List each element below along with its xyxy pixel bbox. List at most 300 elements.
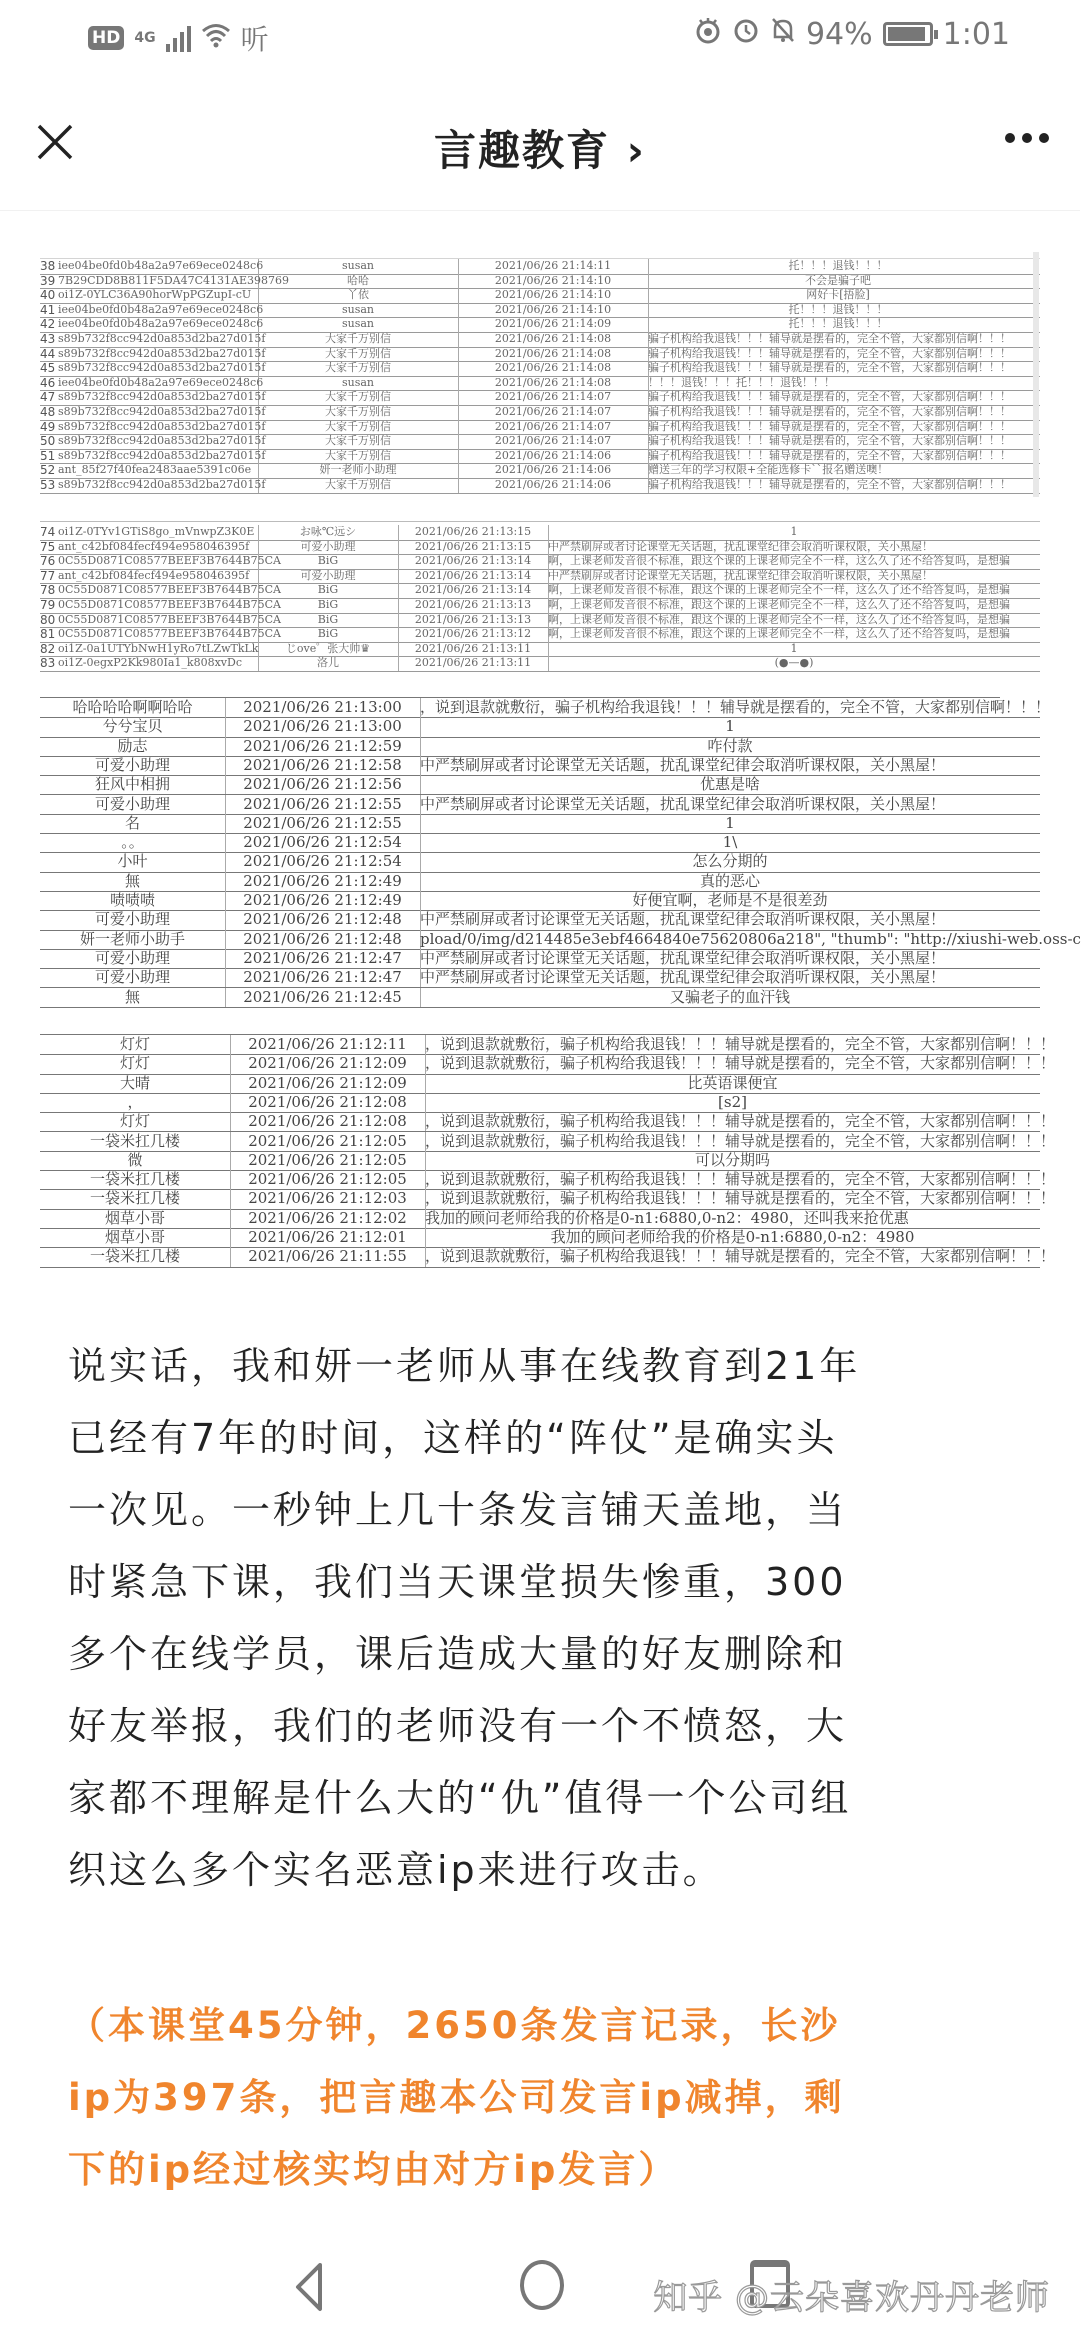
nickname-cell: 妍一老师小助理	[258, 463, 459, 478]
message-cell: 可以分期吗	[694, 1150, 770, 1169]
user-id-cell: oi1Z-0egxP2Kk980Ia1_k808xvDc	[58, 656, 259, 671]
timestamp-cell: 2021/06/26 21:14:11	[458, 259, 649, 274]
message-cell: 中严禁刷屏或者讨论课堂无关话题，扰乱课堂纪律会取消听课权限，关小黑屋！	[420, 755, 946, 774]
table-row	[40, 405, 1040, 421]
nickname-cell: じove゜张大帅♛	[258, 642, 399, 657]
nickname-cell: 可爱小助理	[40, 756, 226, 775]
timestamp-cell: 2021/06/26 21:12:09	[230, 1054, 426, 1073]
message-cell: ，说到退款就敷衍，骗子机构给我退钱！！！辅导就是摆看的，完全不管，大家都别信啊！！！	[425, 1247, 1056, 1266]
nickname-cell: susan	[258, 376, 459, 391]
nickname-cell: BiG	[258, 598, 399, 613]
table-row	[40, 891, 1040, 911]
timestamp-cell: 2021/06/26 21:13:15	[398, 525, 549, 540]
nickname-cell: BiG	[258, 613, 399, 628]
article-line: 多个在线学员，课后造成大量的好友删除和	[68, 1632, 848, 1676]
nickname-cell: 大家千万别信	[258, 434, 459, 449]
message-cell: 啊，上课老师发音很不标准，跟这个课的上课老师完全不一样，这么久了还不给答复吗，是想骗	[548, 554, 1010, 568]
timestamp-cell: 2021/06/26 21:14:10	[458, 274, 649, 289]
table-row	[40, 583, 1040, 599]
table-row	[40, 525, 1040, 541]
timestamp-cell: 2021/06/26 21:12:45	[225, 988, 421, 1007]
article-line: 已经有7年的时间，这样的“阵仗”是确实头	[68, 1416, 838, 1460]
system-nav-bar	[0, 2250, 1080, 2340]
timestamp-cell: 2021/06/26 21:12:47	[225, 949, 421, 968]
row-number: 38	[40, 259, 56, 273]
message-cell: 中严禁刷屏或者讨论课堂无关话题，扰乱课堂纪律会取消听课权限，关小黑屋！	[420, 968, 946, 987]
row-number: 41	[40, 302, 56, 317]
chat-log-screenshot-4	[0, 1025, 1080, 1275]
article-line: 时紧急下课，我们当天课堂损失惨重，300	[68, 1560, 847, 1604]
user-id-cell: s89b732f8cc942d0a853d2ba27d015f	[58, 346, 266, 360]
table-row	[40, 598, 1040, 614]
message-cell: ！！！退钱！！！托！！！退钱！！！	[648, 375, 835, 389]
timestamp-cell: 2021/06/26 21:14:07	[458, 390, 649, 405]
highlight-line: （本课堂45分钟，2650条发言记录，长沙	[68, 2004, 841, 2047]
row-number: 42	[40, 317, 56, 332]
nickname-cell: BiG	[258, 554, 399, 569]
timestamp-cell: 2021/06/26 21:12:05	[230, 1132, 426, 1151]
nickname-cell: 大家千万别信	[258, 478, 459, 493]
nickname-cell: BiG	[258, 583, 399, 598]
nickname-cell: 一袋米扛几楼	[40, 1132, 231, 1151]
nickname-cell: 大家千万别信	[258, 390, 459, 405]
message-cell: 1\	[722, 833, 738, 852]
eye-icon	[694, 16, 722, 52]
user-id-cell: s89b732f8cc942d0a853d2ba27d015f	[58, 390, 266, 404]
message-cell: 骗子机构给我退钱！！！辅导就是摆看的，完全不管，大家都别信啊！！！	[648, 478, 1011, 491]
table-row	[40, 317, 1040, 333]
message-cell: ，说到退款就敷衍，骗子机构给我退钱！！！辅导就是摆看的，完全不管，大家都别信啊！！！	[420, 698, 1051, 716]
message-cell: 1	[725, 813, 735, 832]
message-cell: 中严禁刷屏或者讨论课堂无关话题，扰乱课堂纪律会取消听课权限，关小黑屋！	[548, 568, 933, 582]
scrollbar[interactable]	[1033, 252, 1039, 497]
article-line: 说实话，我和妍一老师从事在线教育到21年	[68, 1344, 861, 1388]
message-cell: 骗子机构给我退钱！！！辅导就是摆看的，完全不管，大家都别信啊！！！	[648, 361, 1011, 375]
timestamp-cell: 2021/06/26 21:11:55	[230, 1247, 426, 1266]
battery-percent: 94%	[805, 16, 873, 52]
clock: 1:01	[942, 16, 1010, 52]
row-number: 80	[40, 612, 56, 627]
nickname-cell: 丫依	[258, 288, 459, 303]
table-row	[40, 852, 1040, 872]
table-row	[40, 332, 1040, 348]
more-button[interactable]	[1002, 110, 1052, 156]
nickname-cell: 灯灯	[40, 1054, 231, 1073]
row-number: 83	[40, 656, 56, 671]
message-cell: 中严禁刷屏或者讨论课堂无关话题，扰乱课堂纪律会取消听课权限，关小黑屋！	[420, 910, 946, 929]
chat-log-screenshot-1	[0, 252, 1080, 497]
nickname-cell: 一袋米扛几楼	[40, 1247, 231, 1266]
alarm-icon	[732, 16, 760, 52]
table-row	[40, 795, 1040, 815]
row-number: 82	[40, 641, 56, 656]
message-cell: [s2]	[718, 1092, 747, 1111]
message-cell: 托！！！退钱！！！	[788, 302, 888, 316]
user-id-cell: oi1Z-0YLC36A90horWpPGZupI-cU	[58, 288, 259, 303]
message-cell: 好便宜啊，老师是不是很差劲	[632, 891, 828, 909]
table-row	[40, 775, 1040, 795]
nickname-cell: 可爱小助理	[40, 795, 226, 814]
nickname-cell: 烟草小哥	[40, 1228, 231, 1247]
nickname-cell: 兮兮宝贝	[40, 717, 226, 736]
nickname-cell: 。。	[40, 833, 226, 852]
nickname-cell: BiG	[258, 627, 399, 642]
timestamp-cell: 2021/06/26 21:13:14	[398, 569, 549, 584]
nickname-cell: お咏℃远シ	[258, 525, 399, 540]
timestamp-cell: 2021/06/26 21:14:10	[458, 288, 649, 303]
user-id-cell: 0C55D0871C08577BEEF3B7644B75CA	[58, 612, 281, 626]
message-cell: 啊，上课老师发音很不标准，跟这个课的上课老师完全不一样，这么久了还不给答复吗，是想骗	[548, 612, 1010, 626]
user-id-cell: s89b732f8cc942d0a853d2ba27d015f	[58, 434, 266, 448]
nickname-cell: 哈哈	[258, 274, 459, 289]
message-cell: 啊，上课老师发音很不标准，跟这个课的上课老师完全不一样，这么久了还不给答复吗，是想骗	[548, 598, 1010, 611]
table-row	[40, 1074, 1040, 1094]
nickname-cell: 可爱小助理	[258, 540, 399, 555]
message-cell: 1	[790, 641, 798, 655]
nickname-cell: 一袋米扛几楼	[40, 1170, 231, 1189]
timestamp-cell: 2021/06/26 21:12:49	[225, 891, 421, 910]
message-cell: 1	[790, 525, 798, 538]
watermark: 知乎 @云朵喜欢丹丹老师	[653, 2278, 1050, 2318]
battery-fill	[888, 27, 926, 41]
timestamp-cell: 2021/06/26 21:14:09	[458, 317, 649, 332]
nickname-cell: 無	[40, 988, 226, 1007]
user-id-cell: ant_c42bf084fecf494e958046395f	[58, 569, 259, 584]
nickname-cell: susan	[258, 317, 459, 332]
message-cell: 骗子机构给我退钱！！！辅导就是摆看的，完全不管，大家都别信啊！！！	[648, 390, 1011, 404]
table-row	[40, 1054, 1056, 1074]
nickname-cell: 名	[40, 814, 226, 833]
message-cell: ，说到退款就敷衍，骗子机构给我退钱！！！辅导就是摆看的，完全不管，大家都别信啊！！！	[425, 1189, 1056, 1208]
row-number: 47	[40, 390, 56, 405]
row-number: 43	[40, 332, 56, 346]
timestamp-cell: 2021/06/26 21:13:13	[398, 613, 549, 628]
row-number: 45	[40, 361, 56, 376]
table-row	[40, 347, 1040, 363]
message-cell: 赠送三年的学习权限+全能选修卡``报名赠送噢！	[648, 463, 889, 477]
user-id-cell: s89b732f8cc942d0a853d2ba27d015f	[58, 478, 266, 491]
timestamp-cell: 2021/06/26 21:14:08	[458, 347, 649, 362]
nickname-cell: 啧啧啧	[40, 891, 226, 910]
table-row	[40, 463, 1040, 479]
status-right	[694, 16, 1010, 52]
timestamp-cell: 2021/06/26 21:12:03	[230, 1189, 426, 1208]
message-cell: 托！！！退钱！！！	[788, 317, 888, 331]
table-row	[40, 833, 1040, 853]
user-id-cell: 0C55D0871C08577BEEF3B7644B75CA	[58, 554, 281, 568]
nickname-cell: 大家千万别信	[258, 420, 459, 435]
nickname-cell: 一袋米扛几楼	[40, 1189, 231, 1208]
timestamp-cell: 2021/06/26 21:13:14	[398, 554, 549, 569]
nickname-cell: 狂风中相拥	[40, 775, 226, 794]
timestamp-cell: 2021/06/26 21:14:07	[458, 420, 649, 435]
message-cell: 中严禁刷屏或者讨论课堂无关话题，扰乱课堂纪律会取消听课权限，关小黑屋！	[420, 794, 946, 813]
message-cell: 我加的顾问老师给我的价格是0-n1:6880,0-n2：4980，还叫我来抢优惠	[425, 1208, 909, 1227]
network-type: 4G	[134, 30, 156, 46]
table-row	[40, 274, 1040, 290]
wifi-icon	[201, 22, 231, 55]
row-number: 78	[40, 583, 56, 598]
message-cell: 骗子机构给我退钱！！！辅导就是摆看的，完全不管，大家都别信啊！！！	[648, 419, 1011, 433]
timestamp-cell: 2021/06/26 21:12:08	[230, 1093, 426, 1112]
timestamp-cell: 2021/06/26 21:12:55	[225, 795, 421, 814]
timestamp-cell: 2021/06/26 21:12:01	[230, 1228, 426, 1247]
nickname-cell: 灯灯	[40, 1112, 231, 1131]
table-row	[40, 390, 1040, 406]
timestamp-cell: 2021/06/26 21:12:02	[230, 1209, 426, 1228]
chat-log-screenshot-3	[0, 690, 1080, 1010]
status-left	[88, 18, 269, 58]
message-cell: 比英语课便宜	[687, 1073, 778, 1092]
home-button[interactable]	[520, 2260, 564, 2310]
message-cell: 骗子机构给我退钱！！！辅导就是摆看的，完全不管，大家都别信啊！！！	[648, 405, 1011, 418]
row-number: 46	[40, 375, 56, 390]
timestamp-cell: 2021/06/26 21:12:54	[225, 852, 421, 871]
table-row	[40, 872, 1040, 892]
row-number: 53	[40, 478, 56, 492]
timestamp-cell: 2021/06/26 21:13:13	[398, 598, 549, 613]
table-row	[40, 1170, 1056, 1190]
table-row	[40, 1247, 1056, 1267]
nickname-cell: 無	[40, 872, 226, 891]
signal-icon	[166, 24, 191, 52]
mute-icon	[770, 16, 796, 52]
highlight-line: 下的ip经过核实均由对方ip发言）	[68, 2148, 679, 2191]
timestamp-cell: 2021/06/26 21:12:56	[225, 775, 421, 794]
timestamp-cell: 2021/06/26 21:12:48	[225, 910, 421, 929]
row-number: 51	[40, 448, 56, 463]
message-cell: ，说到退款就敷衍，骗子机构给我退钱！！！辅导就是摆看的，完全不管，大家都别信啊！！！	[425, 1054, 1056, 1073]
timestamp-cell: 2021/06/26 21:12:49	[225, 872, 421, 891]
timestamp-cell: 2021/06/26 21:13:11	[398, 642, 549, 657]
nickname-cell: 可爱小助理	[40, 968, 226, 987]
user-id-cell: 7B29CDD8B811F5DA47C4131AE398769	[58, 273, 289, 287]
table-row	[40, 1151, 1040, 1171]
table-row	[40, 698, 1051, 718]
message-cell: ，说到退款就敷衍，骗子机构给我退钱！！！辅导就是摆看的，完全不管，大家都别信啊！！！	[425, 1112, 1056, 1131]
user-id-cell: 0C55D0871C08577BEEF3B7644B75CA	[58, 598, 281, 611]
nickname-cell: 大家千万别信	[258, 361, 459, 376]
user-id-cell: 0C55D0871C08577BEEF3B7644B75CA	[58, 583, 281, 597]
timestamp-cell: 2021/06/26 21:12:05	[230, 1151, 426, 1170]
chat-log-screenshot-2	[0, 515, 1080, 677]
timestamp-cell: 2021/06/26 21:14:06	[458, 449, 649, 464]
user-id-cell: iee04be0fd0b48a2a97e69ece0248c6	[58, 302, 264, 316]
table-row	[40, 1189, 1056, 1209]
nickname-cell: 可爱小助理	[40, 949, 226, 968]
table-row	[40, 642, 1040, 658]
timestamp-cell: 2021/06/26 21:13:15	[398, 540, 549, 555]
user-id-cell: iee04be0fd0b48a2a97e69ece0248c6	[58, 375, 264, 389]
nav-bar	[0, 80, 1080, 211]
message-cell: (●—●)	[774, 656, 814, 670]
timestamp-cell: 2021/06/26 21:12:55	[225, 814, 421, 833]
row-number: 52	[40, 463, 56, 478]
timestamp-cell: 2021/06/26 21:13:00	[225, 698, 421, 717]
message-cell: 真的恶心	[699, 871, 760, 890]
timestamp-cell: 2021/06/26 21:14:08	[458, 361, 649, 376]
user-id-cell: 0C55D0871C08577BEEF3B7644B75CA	[58, 627, 281, 641]
user-id-cell: s89b732f8cc942d0a853d2ba27d015f	[58, 361, 266, 375]
user-id-cell: ant_85f27f40fea2483aae5391c06e	[58, 463, 259, 478]
table-row	[40, 656, 1040, 672]
table-row	[40, 361, 1040, 377]
message-cell: 啊，上课老师发音很不标准，跟这个课的上课老师完全不一样，这么久了还不给答复吗，是想骗	[548, 627, 1010, 641]
user-id-cell: s89b732f8cc942d0a853d2ba27d015f	[58, 405, 266, 418]
message-cell: 不会是骗子吧	[805, 273, 871, 287]
message-cell: 中严禁刷屏或者讨论课堂无关话题，扰乱课堂纪律会取消听课权限，关小黑屋！	[420, 948, 946, 967]
article-line: 家都不理解是什么大的“仇”值得一个公司组	[68, 1776, 852, 1820]
row-number: 49	[40, 419, 56, 434]
table-row	[40, 540, 1040, 556]
nickname-cell: ，	[40, 1093, 231, 1112]
timestamp-cell: 2021/06/26 21:13:14	[398, 583, 549, 598]
message-cell: 网好卡[捂脸]	[806, 288, 870, 302]
row-number: 74	[40, 525, 56, 539]
table-row	[40, 627, 1040, 643]
message-cell: 骗子机构给我退钱！！！辅导就是摆看的，完全不管，大家都别信啊！！！	[648, 332, 1011, 345]
timestamp-cell: 2021/06/26 21:12:11	[230, 1035, 426, 1054]
cut-row	[40, 1025, 1000, 1035]
cut-row	[40, 690, 1000, 698]
timestamp-cell: 2021/06/26 21:14:06	[458, 478, 649, 493]
row-number: 76	[40, 554, 56, 569]
message-cell: ，说到退款就敷衍，骗子机构给我退钱！！！辅导就是摆看的，完全不管，大家都别信啊！！！	[425, 1131, 1056, 1150]
table-row	[40, 1093, 1040, 1113]
timestamp-cell: 2021/06/26 21:14:06	[458, 463, 649, 478]
message-cell: 托！！！退钱！！！	[788, 259, 888, 272]
timestamp-cell: 2021/06/26 21:12:05	[230, 1170, 426, 1189]
status-bar	[0, 0, 1080, 80]
table-row	[40, 910, 1040, 930]
user-id-cell: s89b732f8cc942d0a853d2ba27d015f	[58, 448, 266, 462]
timestamp-cell: 2021/06/26 21:13:00	[225, 717, 421, 736]
user-id-cell: s89b732f8cc942d0a853d2ba27d015f	[58, 332, 266, 345]
timestamp-cell: 2021/06/26 21:12:59	[225, 737, 421, 756]
row-number: 81	[40, 627, 56, 642]
battery-icon	[883, 22, 933, 46]
timestamp-cell: 2021/06/26 21:14:10	[458, 303, 649, 318]
user-id-cell: iee04be0fd0b48a2a97e69ece0248c6	[58, 317, 264, 331]
table-row	[40, 288, 1040, 304]
table-row	[40, 554, 1040, 570]
nickname-cell: 洛儿	[258, 656, 399, 671]
table-row	[40, 988, 1040, 1008]
nickname-cell: 微	[40, 1151, 231, 1170]
table-row	[40, 929, 1081, 950]
nickname-cell: 烟草小哥	[40, 1209, 231, 1228]
more-icon	[1002, 130, 1052, 146]
timestamp-cell: 2021/06/26 21:12:08	[230, 1112, 426, 1131]
nickname-cell: 可爱小助理	[40, 910, 226, 929]
row-number: 50	[40, 434, 56, 449]
table-row	[40, 1112, 1056, 1132]
nickname-cell: 妍一老师小助手	[40, 930, 226, 949]
table-row	[40, 420, 1040, 436]
timestamp-cell: 2021/06/26 21:14:08	[458, 376, 649, 391]
message-cell: 咋付款	[707, 736, 753, 755]
message-cell: 1	[725, 717, 735, 736]
message-cell: pload/0/img/d214485e3ebf4664840e75620806a218", "thumb": "http://xiushi-web.oss-c	[420, 929, 1081, 948]
account-title-link[interactable]: 言趣教育 ›	[434, 126, 646, 175]
table-row	[40, 478, 1040, 494]
table-row	[40, 1209, 1040, 1229]
user-id-cell: oi1Z-0a1UTYbNwH1yRo7tLZwTkLk	[58, 641, 259, 655]
table-row	[40, 1035, 1056, 1055]
nickname-cell: 小叶	[40, 852, 226, 871]
message-cell: 又骗老子的血汗钱	[669, 987, 790, 1006]
timestamp-cell: 2021/06/26 21:12:48	[225, 930, 421, 949]
article-line: 一次见。一秒钟上几十条发言铺天盖地，当	[68, 1488, 848, 1532]
timestamp-cell: 2021/06/26 21:14:07	[458, 405, 649, 420]
row-number: 77	[40, 568, 56, 583]
nickname-cell: susan	[258, 259, 459, 274]
cut-row	[40, 521, 1040, 522]
article-highlight	[68, 1990, 1008, 2206]
table-row	[40, 303, 1040, 319]
nickname-cell: 可爱小助理	[258, 569, 399, 584]
message-cell: ，说到退款就敷衍，骗子机构给我退钱！！！辅导就是摆看的，完全不管，大家都别信啊！！！	[425, 1170, 1056, 1189]
message-cell: 我加的顾问老师给我的价格是0-n1:6880,0-n2：4980	[550, 1228, 915, 1246]
timestamp-cell: 2021/06/26 21:12:54	[225, 833, 421, 852]
nickname-cell: 大家千万别信	[258, 405, 459, 420]
back-button[interactable]	[290, 2262, 330, 2312]
message-cell: 啊，上课老师发音很不标准，跟这个课的上课老师完全不一样，这么久了还不给答复吗，是想骗	[548, 583, 1010, 597]
user-id-cell: iee04be0fd0b48a2a97e69ece0248c6	[58, 259, 264, 272]
table-row	[40, 1228, 1040, 1248]
back-icon	[290, 2262, 330, 2312]
hd-icon: HD	[88, 26, 124, 50]
article-line: 织这么多个实名恶意ip来进行攻击。	[68, 1848, 724, 1892]
table-row	[40, 717, 1040, 737]
nickname-cell: 灯灯	[40, 1035, 231, 1054]
cut-row	[40, 252, 1040, 259]
timestamp-cell: 2021/06/26 21:12:09	[230, 1074, 426, 1093]
user-id-cell: s89b732f8cc942d0a853d2ba27d015f	[58, 419, 266, 433]
table-row	[40, 449, 1040, 465]
article-body	[68, 1330, 1008, 1906]
listen-icon: 听	[240, 23, 269, 56]
message-cell: ，说到退款就敷衍，骗子机构给我退钱！！！辅导就是摆看的，完全不管，大家都别信啊！！！	[425, 1035, 1056, 1053]
row-number: 40	[40, 288, 56, 303]
timestamp-cell: 2021/06/26 21:13:11	[398, 656, 549, 671]
nickname-cell: 哈哈哈哈啊啊哈哈	[40, 698, 226, 717]
message-cell: 骗子机构给我退钱！！！辅导就是摆看的，完全不管，大家都别信啊！！！	[648, 434, 1011, 448]
row-number: 75	[40, 539, 56, 554]
nickname-cell: 大家千万别信	[258, 332, 459, 347]
table-row	[40, 1131, 1056, 1152]
row-number: 79	[40, 598, 56, 612]
nickname-cell: 大家千万别信	[258, 347, 459, 362]
message-cell: 中严禁刷屏或者讨论课堂无关话题，扰乱课堂纪律会取消听课权限，关小黑屋！	[548, 539, 933, 553]
table-row	[40, 949, 1040, 969]
user-id-cell: oi1Z-0TYv1GTiS8go_mVnwpZ3K0E	[58, 525, 259, 540]
row-number: 39	[40, 273, 56, 288]
timestamp-cell: 2021/06/26 21:12:47	[225, 968, 421, 987]
row-number: 44	[40, 346, 56, 361]
user-id-cell: ant_c42bf084fecf494e958046395f	[58, 540, 259, 555]
nickname-cell: 大晴	[40, 1074, 231, 1093]
nickname-cell: 励志	[40, 737, 226, 756]
table-row	[40, 737, 1040, 757]
message-cell: 骗子机构给我退钱！！！辅导就是摆看的，完全不管，大家都别信啊！！！	[648, 346, 1011, 360]
highlight-line: ip为397条，把言趣本公司发言ip减掉，剩	[68, 2076, 845, 2119]
nickname-cell: susan	[258, 303, 459, 318]
message-cell: 骗子机构给我退钱！！！辅导就是摆看的，完全不管，大家都别信啊！！！	[648, 448, 1011, 462]
table-row	[40, 814, 1040, 834]
timestamp-cell: 2021/06/26 21:14:07	[458, 434, 649, 449]
article-line: 好友举报，我们的老师没有一个不愤怒，大	[68, 1704, 848, 1748]
